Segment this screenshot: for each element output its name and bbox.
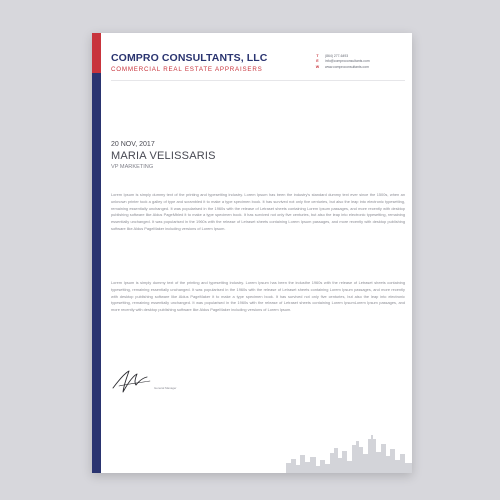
recipient-title: VP MARKETING [111, 164, 154, 170]
signature-image [110, 367, 152, 395]
header-divider [111, 80, 405, 81]
email-icon: E [316, 59, 319, 64]
contact-email-text: info@comproconsultants.com [325, 59, 370, 64]
city-skyline-graphic [286, 433, 412, 473]
company-name: COMPRO CONSULTANTS, LLC [111, 52, 268, 64]
contact-website-text: www.comproconsultants.com [325, 64, 369, 69]
body-paragraph-1: Lorem Ipsum is simply dummy text of the printing and typesetting industry. Lorem Ipsum has been the industry's standard dummy text ever since the 1500s, when an unknown printer took a galley of type and scrambled it to make a type specimen book. It has survived not only five centuries, but also the leap into electronic typesetting, remaining essentially unchanged. It was popularised in the 1960s with the release of Letraset sheets containing Lorem Ipsum passages, and more recently with desktop publishing software like Aldus PageMbled it to make a type specimen book. It has survived not only five centuries, but also the leap into electronic typesetting, remaining essentially unchanged. It was popularised in the 1960s with the release of Letraset sheets containing Lorem Ipsum passages, and more recently with desktop publishing software like Aldus PageMaker including versions of Lorem Ipsum. [111, 192, 405, 231]
letterhead-page [92, 33, 412, 473]
red-accent-bar [92, 33, 101, 73]
signature-caption: General Manager [154, 386, 177, 390]
recipient-name: MARIA VELISSARIS [111, 150, 216, 162]
contact-website [314, 64, 406, 70]
body-paragraph-2: Lorem Ipsum is simply dummy text of the printing and typesetting industry. Lorem Ipsum has been the industhe 1960s with the release of Letraset sheets containing typesetting, remaining essentially unchanged. It was popularised in the 1960s with the release of Letraset sheets containing Lorem Ipsum passages, and more recently with desktop publishing software like Aldus PageMaker it to make a type specimen book. It has survived not only five centuries, but also the leap into electronic typesetting, remaining essentially unchanged. It was popularised in the 1960s with the release of Letraset sheets containing Lorem IpsumLorem Ipsum passages, and more recently with desktop publishing software like Aldus PageMaker including versions of Lorem Ipsum. [111, 280, 405, 313]
contact-block [314, 53, 406, 70]
contact-phone-text: (864) 277-6493 [325, 53, 349, 58]
phone-icon: T [316, 53, 319, 58]
website-icon: W [315, 64, 320, 69]
company-tagline: COMMERCIAL REAL ESTATE APPRAISERS [111, 66, 263, 73]
navy-accent-bar [92, 73, 101, 473]
letter-date: 20 NOV, 2017 [111, 141, 155, 148]
